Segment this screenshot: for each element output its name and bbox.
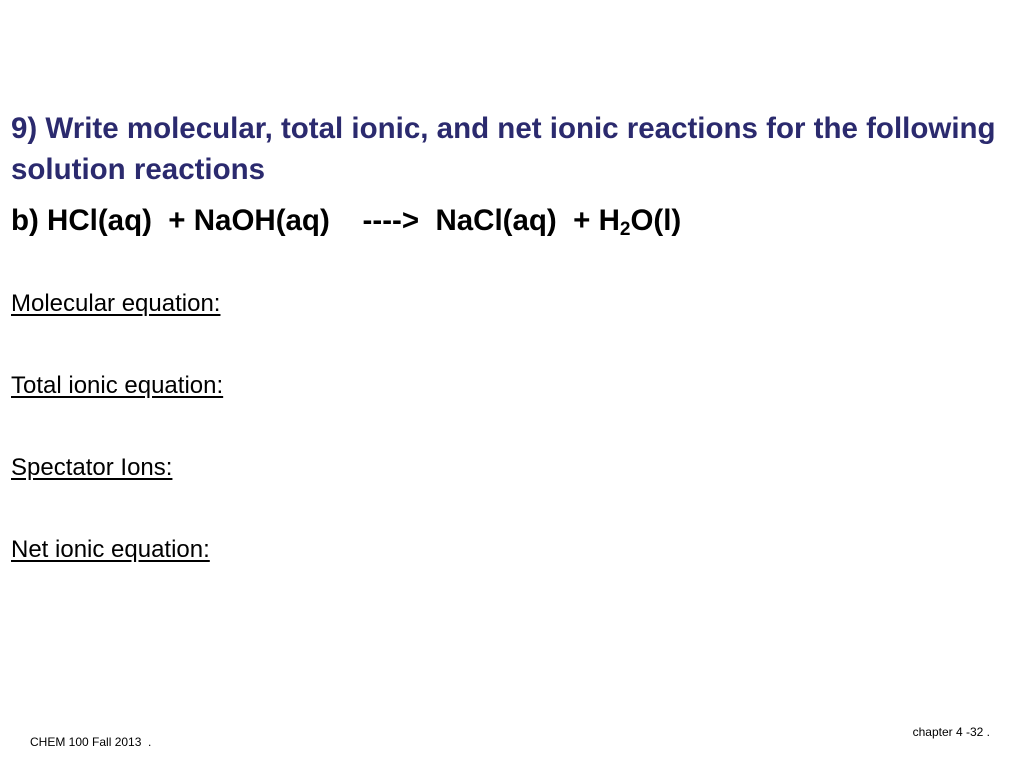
reaction-prefix: b) HCl(aq) + NaOH(aq) ----> NaCl(aq) + H [11,204,620,237]
spectator-ions-label: Spectator Ions: [11,454,173,481]
reaction-equation [11,200,1011,241]
net-ionic-equation-label: Net ionic equation: [11,536,210,563]
question-heading: 9) Write molecular, total ionic, and net ionic reactions for the following solution reactions [11,112,996,186]
footer-page-number: chapter 4 -32 . [912,725,990,739]
reaction-suffix: O(l) [630,204,682,237]
total-ionic-equation-label: Total ionic equation: [11,372,224,399]
footer-course: CHEM 100 Fall 2013 . [30,735,152,749]
reaction-subscript: 2 [619,219,631,240]
molecular-equation-label: Molecular equation: [11,290,221,317]
